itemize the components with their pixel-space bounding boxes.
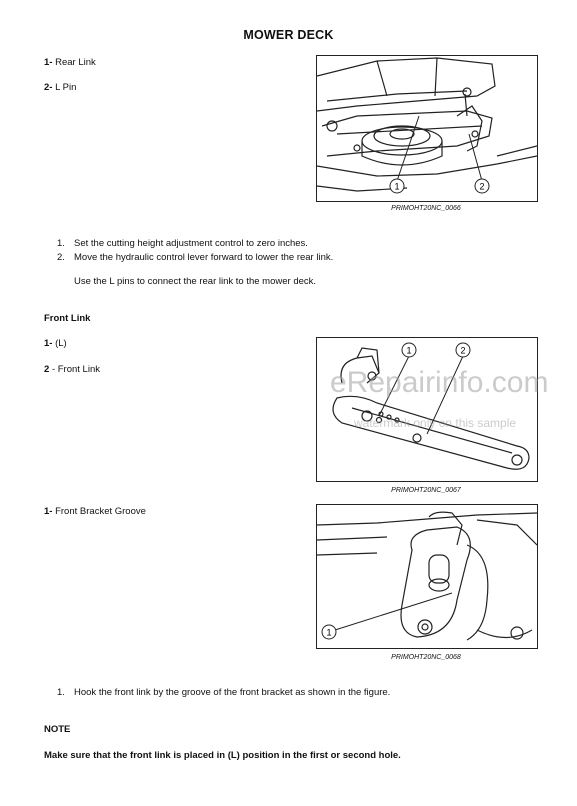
page-title: MOWER DECK bbox=[243, 28, 334, 42]
legend-number: 1- bbox=[44, 506, 53, 517]
callout-1: 1 bbox=[326, 627, 332, 638]
legend-label: L Pin bbox=[55, 82, 77, 93]
step-text: Move the hydraulic control lever forward to lower the rear link. bbox=[74, 252, 334, 263]
note-text: Make sure that the front link is placed in (L) position in the first or second hole. bbox=[44, 750, 401, 761]
legend-item-front-link bbox=[44, 364, 100, 375]
step-item bbox=[57, 238, 308, 249]
legend-label: Front Bracket Groove bbox=[55, 506, 146, 517]
callout-1: 1 bbox=[394, 181, 400, 192]
figure-caption: PRIMOHT20NC_0068 bbox=[391, 654, 461, 661]
note-heading: NOTE bbox=[44, 724, 71, 735]
legend-item-rear-link bbox=[44, 57, 96, 68]
legend-item-l-pin bbox=[44, 82, 76, 93]
legend-item-front-bracket-groove bbox=[44, 506, 146, 517]
step-number: 1. bbox=[57, 238, 65, 249]
step-number: 2. bbox=[57, 252, 65, 263]
rear-link-illustration bbox=[317, 56, 537, 201]
callout-2: 2 bbox=[479, 181, 485, 192]
figure-caption: PRIMOHT20NC_0067 bbox=[391, 487, 461, 494]
figure-front-link bbox=[316, 337, 538, 482]
watermark-note: watermark only on this sample bbox=[354, 416, 517, 430]
legend-number: 2 bbox=[44, 364, 50, 375]
step-number: 1. bbox=[57, 687, 65, 698]
legend-number: 1- bbox=[44, 57, 53, 68]
front-link-illustration bbox=[317, 338, 537, 481]
figure-rear-link bbox=[316, 55, 538, 202]
legend-label: - Front Link bbox=[51, 364, 100, 375]
watermark-site: eRepairinfo.com bbox=[330, 366, 549, 399]
figure-front-bracket bbox=[316, 504, 538, 649]
legend-item-l bbox=[44, 338, 67, 349]
step-item bbox=[57, 687, 390, 698]
figure-caption: PRIMOHT20NC_0066 bbox=[391, 205, 461, 212]
legend-number: 1- bbox=[44, 338, 53, 349]
callout-2: 2 bbox=[460, 345, 466, 356]
legend-label: (L) bbox=[55, 338, 67, 349]
step-text: Hook the front link by the groove of the front bracket as shown in the figure. bbox=[74, 687, 391, 698]
callout-1: 1 bbox=[406, 345, 412, 356]
legend-label: Rear Link bbox=[55, 57, 96, 68]
legend-number: 2- bbox=[44, 82, 53, 93]
step-note: Use the L pins to connect the rear link to the mower deck. bbox=[74, 276, 317, 287]
front-bracket-illustration bbox=[317, 505, 537, 648]
step-item bbox=[57, 252, 333, 263]
step-text: Set the cutting height adjustment control to zero inches. bbox=[74, 238, 308, 249]
section-heading-front-link: Front Link bbox=[44, 313, 91, 324]
